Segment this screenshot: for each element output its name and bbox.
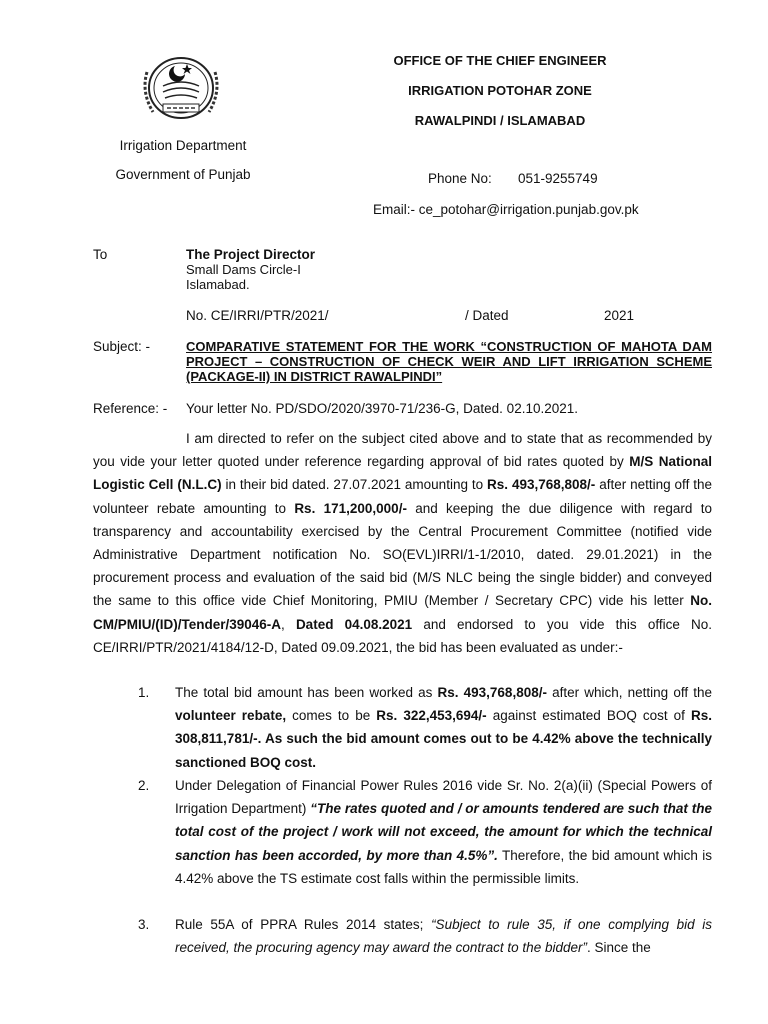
list-item-1: 1. The total bid amount has been worked as Rs. 493,768,808/- after which, netting off the volunteer rebate, comes to be Rs. 322,453,694/- against estimated BOQ cost of Rs. 308,811,781/-. As such the bid amount comes out to be 4.42% above the technically sanctioned BOQ cost. <box>93 681 712 774</box>
subject-text: COMPARATIVE STATEMENT FOR THE WORK “CONSTRUCTION OF MAHOTA DAM PROJECT – CONSTRUCTION OF CHECK WEIR AND LIFT IRRIGATION SCHEME (PACKAGE-II) IN DISTRICT RAWALPINDI” <box>186 339 712 384</box>
department-name: Irrigation Department <box>119 138 247 153</box>
body-paragraph: I am directed to refer on the subject cited above and to state that as recommended by you vide your letter quoted under reference regarding approval of bid rates quoted by M/S National Logistic Cell (N.L.C) in their bid dated. 27.07.2021 amounting to Rs. 493,768,808/- after netting off the volunteer rebate amounting to Rs. 171,200,000/- and keeping the due diligence with regard to transparency and accountability exercised by the Central Procurement Committee (notified vide Administrative Department notification No. SO(EVL)IRRI/1-1/2010, dated. 29.01.2021) in the procurement process and evaluation of the said bid (M/S NLC being the single bidder) and conveyed the same to this office vide Chief Monitoring, PMIU (Member / Secretary CPC) vide his letter No. CM/PMIU/(ID)/Tender/39046-A, Dated 04.08.2021 and endorsed to you vide this office No. CE/IRRI/PTR/2021/4184/12-D, Dated 09.09.2021, the bid has been evaluated as under:- <box>93 431 713 655</box>
reference-label: Reference: - <box>93 401 168 416</box>
recipient-line2: Small Dams Circle-I <box>186 262 301 277</box>
office-title-line1: OFFICE OF THE CHIEF ENGINEER <box>393 53 607 68</box>
dated-label: / Dated <box>465 308 509 323</box>
office-title-line2: IRRIGATION POTOHAR ZONE <box>408 83 592 98</box>
reference-text: Your letter No. PD/SDO/2020/3970-71/236-G, Dated. 02.10.2021. <box>186 401 579 416</box>
dated-year: 2021 <box>604 308 635 323</box>
office-title-line3: RAWALPINDI / ISLAMABAD <box>414 113 586 128</box>
phone-value: 051-9255749 <box>518 171 598 186</box>
list-item-number: 3. <box>138 917 150 932</box>
punjab-emblem-logo <box>135 52 227 124</box>
subject-label: Subject: - <box>93 339 151 354</box>
list-item-3: 3. Rule 55A of PPRA Rules 2014 states; “Subject to rule 35, if one complying bid is received, the procuring agency may award the contract to the bidder”. Since the <box>93 913 712 959</box>
recipient-title: The Project Director <box>186 247 316 262</box>
email-line: Email:- ce_potohar@irrigation.punjab.gov.pk <box>373 202 639 217</box>
phone-label: Phone No: <box>428 171 492 186</box>
government-name: Government of Punjab <box>115 167 251 182</box>
recipient-line3: Islamabad. <box>186 277 250 292</box>
list-item-number: 2. <box>138 778 150 793</box>
list-item-2: 2. Under Delegation of Financial Power Rules 2016 vide Sr. No. 2(a)(ii) (Special Powers of Irrigation Department) “The rates quoted and / or amounts tendered are such that the total cost of the project / work will not exceed, the amount for which the technical sanction has been accorded, by more than 4.5%”. Therefore, the bid amount which is 4.42% above the TS estimate cost falls within the permissible limits. <box>93 774 712 890</box>
reference-number: No. CE/IRRI/PTR/2021/ <box>186 308 329 323</box>
to-label: To <box>93 247 108 262</box>
list-item-number: 1. <box>138 685 150 700</box>
